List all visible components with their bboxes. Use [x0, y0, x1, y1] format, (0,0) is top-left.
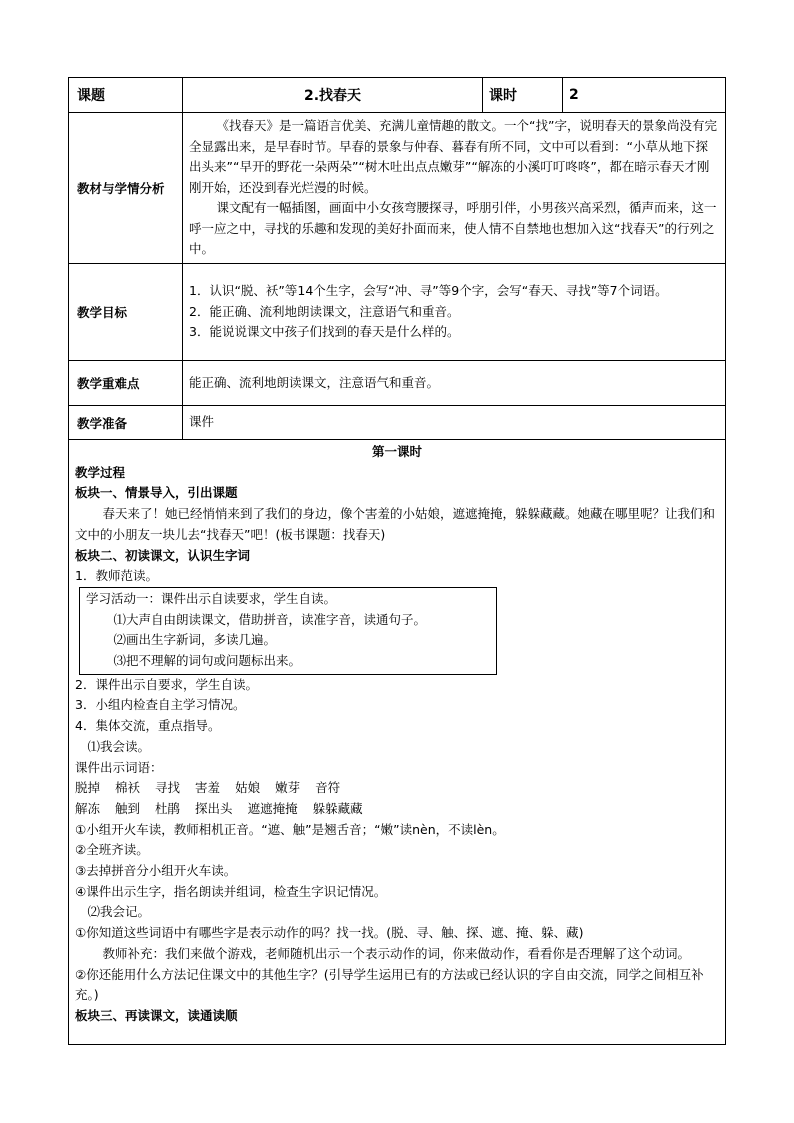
header-row [69, 78, 726, 113]
sub-heading-read: ⑴我会读。 [87, 738, 151, 754]
step-2: 2．课件出示自要求，学生自读。 [75, 676, 258, 692]
read-item: ④课件出示生字，指名朗读并组词，检查生字识记情况。 [75, 883, 387, 899]
prep-label: 教学准备 [69, 406, 183, 440]
analysis-paragraph-2: 课文配有一幅插图，画面中小女孩弯腰探寻，呼朋引伴，小男孩兴高采烈，循声而来，这一呼一应之中，寻找的乐趣和发现的美好扑面而来，使人情不自禁地也想加入这“找春天”的行列之中。 [189, 200, 717, 257]
activity-item: ⑶把不理解的词句或问题标出来。 [113, 653, 302, 669]
block1-title: 板块一、情景导入，引出课题 [75, 485, 238, 501]
remember-item-2: ②你还能用什么方法记住课文中的其他生字？(引导学生运用已有的方法或已经认识的字自由交流，同学之间相互补充。) [75, 966, 704, 1003]
analysis-label: 教材与学情分析 [69, 113, 183, 264]
key-points-value: 能正确、流利地朗读课文，注意语气和重音。 [183, 361, 726, 406]
goals-label: 教学目标 [69, 264, 183, 361]
process-heading: 教学过程 [75, 464, 126, 480]
topic-value: 2.找春天 [183, 78, 483, 113]
vocab-word: 触到 [115, 800, 141, 816]
analysis-row [69, 113, 726, 264]
lesson-plan-table [68, 77, 726, 1045]
vocab-word: 躲躲藏藏 [312, 800, 363, 816]
process-content [69, 440, 726, 1045]
activity-box [79, 587, 497, 675]
vocab-word: 姑娘 [235, 780, 261, 796]
goals-content [183, 264, 726, 361]
block3-title: 板块三、再读课文，读通读顺 [75, 1007, 238, 1023]
vocab-word: 脱掉 [75, 780, 101, 796]
vocab-word: 嫩芽 [275, 780, 301, 796]
process-row [69, 440, 726, 1045]
session-title: 第一课时 [371, 444, 422, 459]
key-points-row [69, 361, 726, 406]
topic-label: 课题 [69, 78, 183, 113]
words-row-2 [75, 799, 719, 820]
goal-item: 3．能说说课文中孩子们找到的春天是什么样的。 [189, 324, 460, 340]
sub-heading-remember: ⑵我会记。 [87, 904, 151, 920]
vocab-word: 害羞 [195, 780, 221, 796]
step-4: 4．集体交流，重点指导。 [75, 718, 221, 734]
activity-title: 学习活动一：课件出示自读要求，学生自读。 [86, 590, 337, 606]
read-item: ③去掉拼音分小组开火车读。 [75, 863, 237, 879]
goal-item: 1．认识“脱、袄”等14个生字，会写“冲、寻”等9个字，会写“春天、寻找”等7个词语。 [189, 283, 668, 299]
hours-value: 2 [563, 78, 726, 113]
activity-item: ⑵画出生字新词，多读几遍。 [113, 632, 277, 648]
step-1: 1．教师范读。 [75, 568, 158, 584]
hours-label: 课时 [483, 78, 563, 113]
vocab-word: 探出头 [195, 800, 233, 816]
vocab-word: 遮遮掩掩 [247, 800, 298, 816]
words-intro: 课件出示词语： [75, 759, 163, 775]
vocab-word: 寻找 [155, 780, 181, 796]
prep-value: 课件 [183, 406, 726, 440]
goals-row [69, 264, 726, 361]
lesson-plan-page [68, 77, 725, 1045]
analysis-content [183, 113, 726, 264]
key-points-label: 教学重难点 [69, 361, 183, 406]
read-item: ①小组开火车读，教师相机正音。“遮、触”是翘舌音；“嫩”读nèn，不读lèn。 [75, 821, 505, 837]
read-item: ②全班齐读。 [75, 842, 149, 858]
vocab-word: 音符 [315, 780, 341, 796]
activity-item: ⑴大声自由朗读课文，借助拼音，读准字音，读通句子。 [113, 611, 427, 627]
analysis-paragraph-1: 《找春天》是一篇语言优美、充满儿童情趣的散文。一个“找”字，说明春天的景象尚没有完全显露出来，是早春时节。早春的景象与仲春、暮春有所不同，文中可以看到：“小草从地下探出头来”“早开的野花一朵两朵”“树木吐出点点嫩芽”“解冻的小溪叮叮咚咚”，都在暗示春天才刚刚开始，还没到春光烂漫的时候。 [189, 118, 717, 195]
block1-text: 春天来了！她已经悄悄来到了我们的身边，像个害羞的小姑娘，遮遮掩掩，躲躲藏藏。她藏在哪里呢？让我们和文中的小朋友一块儿去“找春天”吧！(板书课题：找春天) [75, 506, 716, 542]
vocab-word: 杜鹃 [155, 800, 181, 816]
remember-item-1: ①你知道这些词语中有哪些字是表示动作的吗？找一找。(脱、寻、触、探、遮、掩、躲、藏) [75, 925, 584, 941]
prep-row [69, 406, 726, 440]
words-row-1 [75, 778, 719, 799]
block2-title: 板块二、初读课文，认识生字词 [75, 547, 251, 563]
teacher-note: 教师补充：我们来做个游戏，老师随机出示一个表示动作的词，你来做动作，看看你是否理解了这个动词。 [102, 945, 691, 961]
vocab-word: 解冻 [75, 800, 101, 816]
vocab-word: 棉袄 [115, 780, 141, 796]
goal-item: 2．能正确、流利地朗读课文，注意语气和重音。 [189, 303, 460, 319]
step-3: 3．小组内检查自主学习情况。 [75, 697, 246, 713]
